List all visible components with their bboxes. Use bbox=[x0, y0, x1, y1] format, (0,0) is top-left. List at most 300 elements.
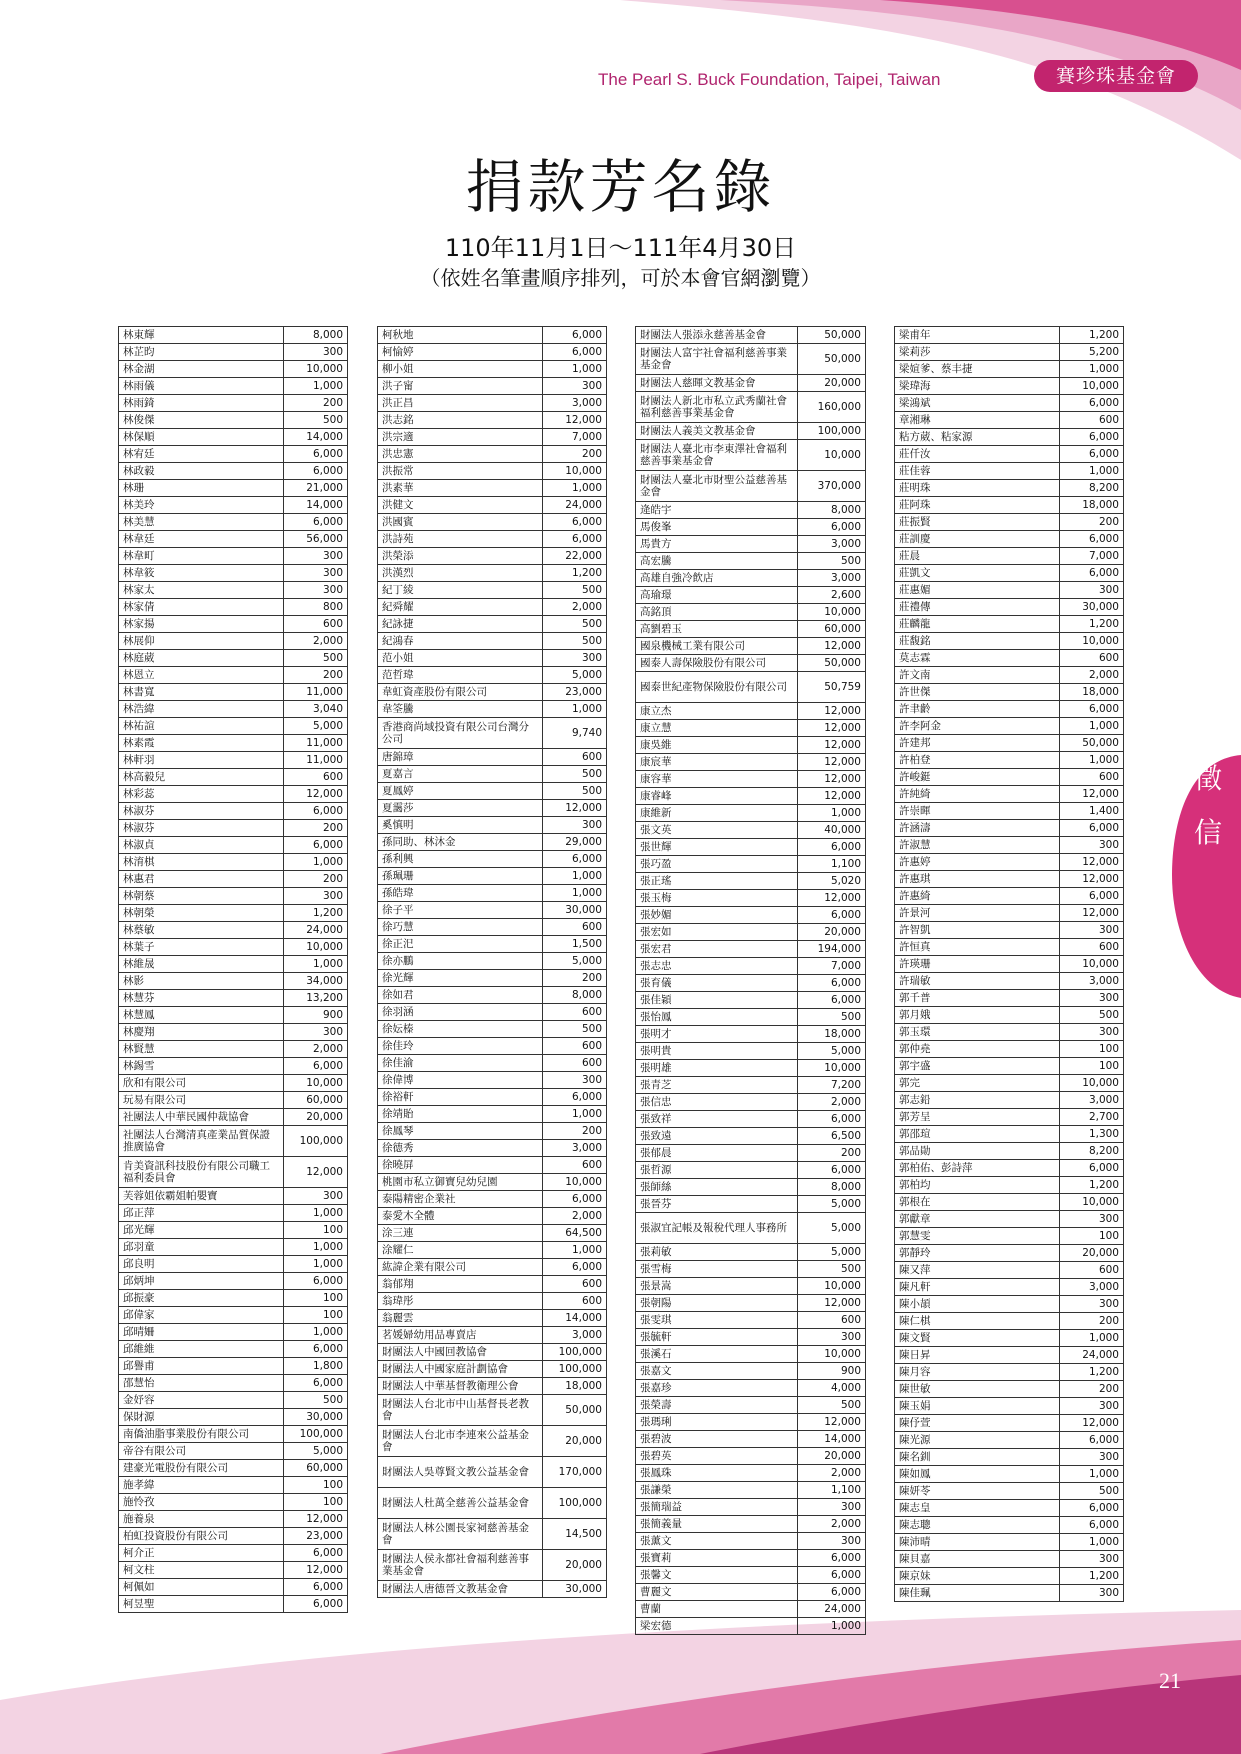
donor-row bbox=[636, 1584, 866, 1601]
donation-amount: 40,000 bbox=[798, 822, 866, 839]
donation-amount: 300 bbox=[284, 582, 348, 599]
donation-amount: 22,000 bbox=[543, 548, 607, 565]
donor-name: 陳伃萱 bbox=[895, 1415, 1060, 1432]
donation-amount: 6,000 bbox=[798, 519, 866, 536]
donor-name: 洪榮添 bbox=[378, 548, 543, 565]
donor-row bbox=[119, 395, 348, 412]
donor-row bbox=[378, 1426, 607, 1457]
donor-name: 泰愛木全體 bbox=[378, 1208, 543, 1225]
donation-amount: 1,800 bbox=[284, 1358, 348, 1375]
donor-row bbox=[895, 1194, 1124, 1211]
donation-amount: 10,000 bbox=[543, 463, 607, 480]
donor-name: 泰陽精密企業社 bbox=[378, 1191, 543, 1208]
donation-amount: 6,000 bbox=[1060, 565, 1124, 582]
donation-amount: 1,000 bbox=[543, 701, 607, 718]
donor-row bbox=[895, 1024, 1124, 1041]
donor-name: 許涵濤 bbox=[895, 820, 1060, 837]
donation-amount: 1,500 bbox=[543, 936, 607, 953]
donation-amount: 1,000 bbox=[543, 361, 607, 378]
donor-name: 林朝榮 bbox=[119, 905, 284, 922]
donation-amount: 200 bbox=[543, 970, 607, 987]
donor-row bbox=[119, 1579, 348, 1596]
donor-row bbox=[378, 650, 607, 667]
donor-name: 康立慧 bbox=[636, 720, 798, 737]
donor-row bbox=[636, 1380, 866, 1397]
donor-row bbox=[119, 735, 348, 752]
donation-amount: 6,000 bbox=[543, 514, 607, 531]
donor-row bbox=[895, 1330, 1124, 1347]
donor-row bbox=[119, 888, 348, 905]
donor-name: 洪忠憲 bbox=[378, 446, 543, 463]
donor-row bbox=[895, 1126, 1124, 1143]
donor-row bbox=[895, 1245, 1124, 1262]
donor-name: 紘諱企業有限公司 bbox=[378, 1259, 543, 1276]
donor-name: 邱羽童 bbox=[119, 1239, 284, 1256]
donor-name: 張簡瑞益 bbox=[636, 1499, 798, 1516]
donor-row bbox=[378, 1038, 607, 1055]
donor-name: 郭邵瑄 bbox=[895, 1126, 1060, 1143]
donor-row bbox=[119, 1273, 348, 1290]
donor-row bbox=[378, 885, 607, 902]
donation-amount: 10,000 bbox=[798, 1346, 866, 1363]
donation-amount: 14,000 bbox=[284, 497, 348, 514]
donor-name: 郭柏均 bbox=[895, 1177, 1060, 1194]
donor-row bbox=[895, 1228, 1124, 1245]
donor-name: 許聿齡 bbox=[895, 701, 1060, 718]
donation-amount: 100 bbox=[284, 1477, 348, 1494]
donor-row bbox=[119, 1157, 348, 1188]
donation-amount: 300 bbox=[284, 1188, 348, 1205]
donor-name: 陳京妹 bbox=[895, 1568, 1060, 1585]
donor-name: 陳名釧 bbox=[895, 1449, 1060, 1466]
donor-row bbox=[895, 871, 1124, 888]
donor-row bbox=[895, 633, 1124, 650]
donor-name: 林素霞 bbox=[119, 735, 284, 752]
donation-amount: 1,000 bbox=[543, 1106, 607, 1123]
donor-name: 財團法人中華基督教衛理公會 bbox=[378, 1378, 543, 1395]
donor-row bbox=[636, 703, 866, 720]
donation-amount: 10,000 bbox=[284, 939, 348, 956]
donor-row bbox=[636, 1009, 866, 1026]
donor-row bbox=[378, 987, 607, 1004]
donation-amount: 12,000 bbox=[1060, 871, 1124, 888]
donation-amount: 6,000 bbox=[1060, 820, 1124, 837]
donation-amount: 2,000 bbox=[543, 1208, 607, 1225]
donor-row bbox=[119, 1375, 348, 1392]
donor-name: 許惠綺 bbox=[895, 888, 1060, 905]
donation-amount: 300 bbox=[1060, 1211, 1124, 1228]
donor-name: 郭宇盛 bbox=[895, 1058, 1060, 1075]
donor-row bbox=[636, 941, 866, 958]
donor-row bbox=[378, 1550, 607, 1581]
donor-name: 財團法人新北市私立武秀蘭社會福利慈善事業基金會 bbox=[636, 392, 798, 423]
donor-row bbox=[895, 1041, 1124, 1058]
donor-name: 郭靜玲 bbox=[895, 1245, 1060, 1262]
donor-row bbox=[895, 378, 1124, 395]
donor-row bbox=[119, 565, 348, 582]
donation-amount: 2,000 bbox=[798, 1516, 866, 1533]
donor-name: 郭月娥 bbox=[895, 1007, 1060, 1024]
donor-row bbox=[895, 1075, 1124, 1092]
donor-row bbox=[378, 1106, 607, 1123]
donor-name: 高銘頂 bbox=[636, 604, 798, 621]
donor-row bbox=[378, 1259, 607, 1276]
donor-row bbox=[636, 1601, 866, 1618]
donor-row bbox=[895, 1415, 1124, 1432]
donor-row bbox=[636, 1312, 866, 1329]
donor-name: 林美玲 bbox=[119, 497, 284, 514]
donation-amount: 6,000 bbox=[798, 1584, 866, 1601]
donor-name: 高劉碧玉 bbox=[636, 621, 798, 638]
donation-amount: 900 bbox=[798, 1363, 866, 1380]
donor-name: 陳仁棋 bbox=[895, 1313, 1060, 1330]
donor-row bbox=[119, 1222, 348, 1239]
donation-amount: 5,000 bbox=[543, 667, 607, 684]
donor-row bbox=[636, 924, 866, 941]
donor-name: 張謙榮 bbox=[636, 1482, 798, 1499]
donor-name: 柯介正 bbox=[119, 1545, 284, 1562]
donor-name: 柯昱聖 bbox=[119, 1596, 284, 1613]
donor-row bbox=[895, 1568, 1124, 1585]
donor-name: 紀舜耀 bbox=[378, 599, 543, 616]
donation-amount: 8,200 bbox=[1060, 480, 1124, 497]
donor-row bbox=[636, 1550, 866, 1567]
donor-name: 財團法人台北市中山基督長老教會 bbox=[378, 1395, 543, 1426]
donation-amount: 30,000 bbox=[284, 1409, 348, 1426]
donation-amount: 200 bbox=[1060, 1381, 1124, 1398]
donation-amount: 1,000 bbox=[798, 1618, 866, 1635]
donor-name: 翁郁翔 bbox=[378, 1276, 543, 1293]
donor-name: 林書寬 bbox=[119, 684, 284, 701]
donation-amount: 200 bbox=[284, 820, 348, 837]
donation-amount: 6,000 bbox=[1060, 1500, 1124, 1517]
donor-row bbox=[378, 800, 607, 817]
donor-name: 林淑芬 bbox=[119, 820, 284, 837]
donor-name: 徐裕軒 bbox=[378, 1089, 543, 1106]
donor-row bbox=[636, 856, 866, 873]
donor-name: 陳玉娟 bbox=[895, 1398, 1060, 1415]
donation-amount: 6,000 bbox=[798, 1111, 866, 1128]
donation-amount: 5,000 bbox=[798, 1244, 866, 1261]
donation-amount: 600 bbox=[1060, 1262, 1124, 1279]
donor-name: 張致遠 bbox=[636, 1128, 798, 1145]
donation-amount: 20,000 bbox=[284, 1109, 348, 1126]
donor-row bbox=[636, 502, 866, 519]
donor-row bbox=[895, 939, 1124, 956]
donor-name: 邱良明 bbox=[119, 1256, 284, 1273]
donor-name: 柯秋地 bbox=[378, 327, 543, 344]
donor-row bbox=[378, 548, 607, 565]
donor-name: 國泰世紀產物保險股份有限公司 bbox=[636, 672, 798, 703]
donor-table-column-1 bbox=[118, 326, 348, 1613]
donor-row bbox=[378, 1021, 607, 1038]
donor-row bbox=[378, 327, 607, 344]
donor-row bbox=[378, 1225, 607, 1242]
donor-name: 張淑宜記帳及報稅代理人事務所 bbox=[636, 1213, 798, 1244]
donor-name: 陳凡軒 bbox=[895, 1279, 1060, 1296]
donor-row bbox=[895, 582, 1124, 599]
donation-amount: 1,000 bbox=[284, 1239, 348, 1256]
donor-name: 洪子甯 bbox=[378, 378, 543, 395]
donor-row bbox=[378, 1123, 607, 1140]
donor-row bbox=[895, 888, 1124, 905]
donor-name: 張嘉珍 bbox=[636, 1380, 798, 1397]
donor-name: 陳又萍 bbox=[895, 1262, 1060, 1279]
donor-name: 洪志銘 bbox=[378, 412, 543, 429]
donation-amount: 50,000 bbox=[798, 344, 866, 375]
donor-name: 莊麟龍 bbox=[895, 616, 1060, 633]
donation-amount: 300 bbox=[543, 817, 607, 834]
donor-name: 洪漢烈 bbox=[378, 565, 543, 582]
donor-name: 高宏騰 bbox=[636, 553, 798, 570]
donor-name: 財團法人慈暉文教基金會 bbox=[636, 375, 798, 392]
donor-row bbox=[119, 514, 348, 531]
donor-name: 徐巧慧 bbox=[378, 919, 543, 936]
donation-amount: 300 bbox=[543, 1072, 607, 1089]
donor-name: 林葉子 bbox=[119, 939, 284, 956]
donation-amount: 500 bbox=[1060, 1483, 1124, 1500]
donor-row bbox=[378, 667, 607, 684]
donor-row bbox=[895, 735, 1124, 752]
donor-row bbox=[119, 1511, 348, 1528]
donation-amount: 1,000 bbox=[1060, 361, 1124, 378]
donor-table-column-2 bbox=[377, 326, 607, 1598]
donor-row bbox=[895, 667, 1124, 684]
donor-name: 張莉敏 bbox=[636, 1244, 798, 1261]
donor-name: 洪正昌 bbox=[378, 395, 543, 412]
donor-name: 夏靄莎 bbox=[378, 800, 543, 817]
donation-amount: 6,000 bbox=[1060, 531, 1124, 548]
donor-row bbox=[895, 973, 1124, 990]
donation-amount: 12,000 bbox=[798, 788, 866, 805]
donor-name: 林錫雪 bbox=[119, 1058, 284, 1075]
foundation-badge: 賽珍珠基金會 bbox=[1034, 60, 1198, 92]
donation-amount: 1,000 bbox=[284, 854, 348, 871]
donor-name: 張妙媚 bbox=[636, 907, 798, 924]
donor-row bbox=[895, 786, 1124, 803]
donor-row bbox=[119, 1409, 348, 1426]
donation-amount: 1,000 bbox=[798, 805, 866, 822]
donor-name: 張郁晨 bbox=[636, 1145, 798, 1162]
donation-amount: 2,600 bbox=[798, 587, 866, 604]
donor-row bbox=[636, 992, 866, 1009]
donor-name: 邱偉家 bbox=[119, 1307, 284, 1324]
donation-amount: 500 bbox=[798, 1261, 866, 1278]
donation-amount: 160,000 bbox=[798, 392, 866, 423]
donor-name: 莊惠媚 bbox=[895, 582, 1060, 599]
donation-amount: 8,000 bbox=[798, 1179, 866, 1196]
donor-name: 莊仟汝 bbox=[895, 446, 1060, 463]
donor-name: 芙蓉姐依霸姐帕嬰寶 bbox=[119, 1188, 284, 1205]
date-range: 110年11月1日～111年4月30日 bbox=[444, 234, 797, 262]
donation-amount: 20,000 bbox=[1060, 1245, 1124, 1262]
page-number: 21 bbox=[1159, 1668, 1181, 1693]
donor-row bbox=[119, 1256, 348, 1273]
donation-amount: 3,000 bbox=[543, 395, 607, 412]
donation-amount: 600 bbox=[1060, 412, 1124, 429]
donor-name: 徐靖貽 bbox=[378, 1106, 543, 1123]
donation-amount: 20,000 bbox=[543, 1550, 607, 1581]
donor-row bbox=[119, 956, 348, 973]
donation-amount: 300 bbox=[1060, 1551, 1124, 1568]
donor-row bbox=[895, 1007, 1124, 1024]
donor-row bbox=[378, 1310, 607, 1327]
donation-amount: 1,200 bbox=[1060, 1568, 1124, 1585]
donation-amount: 200 bbox=[1060, 1313, 1124, 1330]
donor-name: 國泰人壽保險股份有限公司 bbox=[636, 655, 798, 672]
donor-row bbox=[895, 1483, 1124, 1500]
donor-name: 洪振常 bbox=[378, 463, 543, 480]
donor-row bbox=[895, 820, 1124, 837]
donor-row bbox=[119, 820, 348, 837]
donor-name: 莊馥銘 bbox=[895, 633, 1060, 650]
donor-name: 柳小姐 bbox=[378, 361, 543, 378]
donation-amount: 1,200 bbox=[543, 565, 607, 582]
donor-row bbox=[636, 1196, 866, 1213]
donor-row bbox=[636, 587, 866, 604]
donation-amount: 1,200 bbox=[1060, 616, 1124, 633]
donation-amount: 300 bbox=[1060, 1585, 1124, 1602]
donor-row bbox=[378, 1174, 607, 1191]
donor-name: 張玉梅 bbox=[636, 890, 798, 907]
donor-name: 林影 bbox=[119, 973, 284, 990]
donation-amount: 1,200 bbox=[284, 905, 348, 922]
donor-name: 保財源 bbox=[119, 1409, 284, 1426]
donation-amount: 1,300 bbox=[1060, 1126, 1124, 1143]
donation-amount: 10,000 bbox=[798, 1278, 866, 1295]
donation-amount: 300 bbox=[1060, 837, 1124, 854]
donation-amount: 12,000 bbox=[1060, 905, 1124, 922]
donation-amount: 500 bbox=[284, 650, 348, 667]
donation-amount: 12,000 bbox=[284, 786, 348, 803]
donation-amount: 6,000 bbox=[798, 1567, 866, 1584]
donation-amount: 6,000 bbox=[1060, 395, 1124, 412]
donation-amount: 12,000 bbox=[798, 720, 866, 737]
donation-amount: 5,000 bbox=[798, 1213, 866, 1244]
donation-amount: 20,000 bbox=[543, 1426, 607, 1457]
donor-name: 張志忠 bbox=[636, 958, 798, 975]
donor-name: 林雨儀 bbox=[119, 378, 284, 395]
donor-name: 徐曉屏 bbox=[378, 1157, 543, 1174]
donor-row bbox=[636, 1533, 866, 1550]
donation-amount: 30,000 bbox=[1060, 599, 1124, 616]
donor-row bbox=[895, 1211, 1124, 1228]
donor-row bbox=[636, 1414, 866, 1431]
donor-name: 財團法人侯永都社會福利慈善事業基金會 bbox=[378, 1550, 543, 1581]
donor-name: 張景嵩 bbox=[636, 1278, 798, 1295]
donor-row bbox=[636, 327, 866, 344]
donation-amount: 12,000 bbox=[284, 1511, 348, 1528]
donor-name: 徐妘榛 bbox=[378, 1021, 543, 1038]
donation-amount: 2,700 bbox=[1060, 1109, 1124, 1126]
donation-amount: 500 bbox=[1060, 1007, 1124, 1024]
donation-amount: 600 bbox=[543, 749, 607, 766]
donor-name: 徐鳳琴 bbox=[378, 1123, 543, 1140]
donor-name: 許文南 bbox=[895, 667, 1060, 684]
donation-amount: 1,000 bbox=[1060, 718, 1124, 735]
donation-amount: 2,000 bbox=[284, 633, 348, 650]
donor-row bbox=[119, 854, 348, 871]
donation-amount: 6,000 bbox=[543, 327, 607, 344]
donor-name: 柯佩如 bbox=[119, 1579, 284, 1596]
donor-name: 財團法人台北市李連來公益基金會 bbox=[378, 1426, 543, 1457]
donor-name: 林韋廷 bbox=[119, 531, 284, 548]
donation-amount: 10,000 bbox=[798, 1060, 866, 1077]
donor-name: 張雯琪 bbox=[636, 1312, 798, 1329]
donor-name: 張致祥 bbox=[636, 1111, 798, 1128]
donor-row bbox=[895, 1296, 1124, 1313]
donation-amount: 300 bbox=[798, 1533, 866, 1550]
donor-name: 張嘉文 bbox=[636, 1363, 798, 1380]
donor-name: 林慶翔 bbox=[119, 1024, 284, 1041]
donor-name: 郭玉環 bbox=[895, 1024, 1060, 1041]
donor-name: 施養泉 bbox=[119, 1511, 284, 1528]
donor-row bbox=[636, 805, 866, 822]
donation-amount: 500 bbox=[798, 553, 866, 570]
donor-name: 韋虹資產股份有限公司 bbox=[378, 684, 543, 701]
donation-amount: 1,000 bbox=[284, 1324, 348, 1341]
donor-name: 張碧波 bbox=[636, 1431, 798, 1448]
donor-name: 翁瑋彤 bbox=[378, 1293, 543, 1310]
donor-row bbox=[636, 907, 866, 924]
donation-amount: 600 bbox=[543, 1157, 607, 1174]
donor-row bbox=[895, 922, 1124, 939]
donation-amount: 1,000 bbox=[1060, 463, 1124, 480]
donor-name: 林金湖 bbox=[119, 361, 284, 378]
donation-amount: 6,000 bbox=[284, 514, 348, 531]
donation-amount: 300 bbox=[1060, 1398, 1124, 1415]
donor-row bbox=[378, 766, 607, 783]
donation-amount: 1,000 bbox=[284, 1205, 348, 1222]
donor-row bbox=[378, 1519, 607, 1550]
donor-name: 莊明珠 bbox=[895, 480, 1060, 497]
donor-row bbox=[636, 1060, 866, 1077]
donation-amount: 6,000 bbox=[798, 1550, 866, 1567]
donor-name: 康維新 bbox=[636, 805, 798, 822]
donor-row bbox=[378, 936, 607, 953]
donor-row bbox=[895, 684, 1124, 701]
donor-name: 洪素華 bbox=[378, 480, 543, 497]
donor-name: 陳志皇 bbox=[895, 1500, 1060, 1517]
donor-row bbox=[636, 423, 866, 440]
donor-name: 林惠君 bbox=[119, 871, 284, 888]
donor-row bbox=[378, 684, 607, 701]
donation-amount: 1,000 bbox=[543, 1242, 607, 1259]
donor-name: 金妤容 bbox=[119, 1392, 284, 1409]
donor-name: 陳妍苓 bbox=[895, 1483, 1060, 1500]
donation-amount: 300 bbox=[284, 344, 348, 361]
donor-row bbox=[378, 1457, 607, 1488]
donation-amount: 5,000 bbox=[798, 1043, 866, 1060]
donation-amount: 29,000 bbox=[543, 834, 607, 851]
donor-table-column-4 bbox=[894, 326, 1124, 1602]
donor-name: 林蔡敏 bbox=[119, 922, 284, 939]
donor-row bbox=[895, 701, 1124, 718]
donor-name: 莊禮傳 bbox=[895, 599, 1060, 616]
donation-amount: 300 bbox=[284, 1024, 348, 1041]
donor-name: 馬貴方 bbox=[636, 536, 798, 553]
donation-amount: 18,000 bbox=[543, 1378, 607, 1395]
donor-row bbox=[636, 1448, 866, 1465]
donation-amount: 4,000 bbox=[798, 1380, 866, 1397]
donor-name: 孫利興 bbox=[378, 851, 543, 868]
donor-name: 徐光輝 bbox=[378, 970, 543, 987]
donation-amount: 8,000 bbox=[284, 327, 348, 344]
donor-name: 紀丁綾 bbox=[378, 582, 543, 599]
donor-row bbox=[636, 570, 866, 587]
donor-name: 梁瑋海 bbox=[895, 378, 1060, 395]
donor-row bbox=[636, 720, 866, 737]
